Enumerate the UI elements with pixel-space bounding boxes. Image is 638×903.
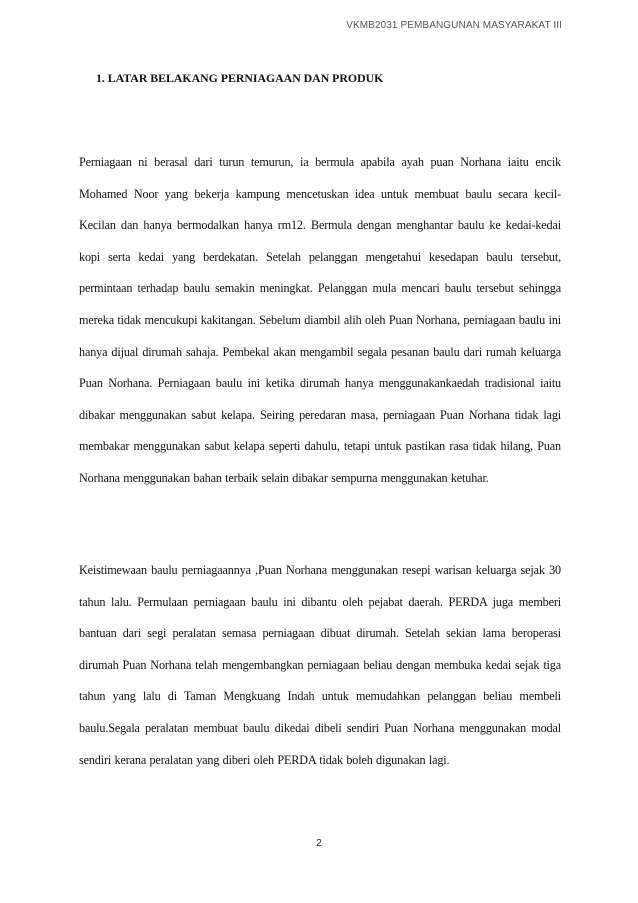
- page-number: 2: [316, 838, 322, 849]
- section-heading: 1. LATAR BELAKANG PERNIAGAAN DAN PRODUK: [96, 71, 384, 85]
- running-header: VKMB2031 PEMBANGUNAN MASYARAKAT III: [346, 20, 562, 31]
- paragraph-background: Perniagaan ni berasal dari turun temurun, ia bermula apabila ayah puan Norhana iaitu encik Mohamed Noor yang bekerja kampung mencetuskan idea untuk membuat baulu secara kecil-Kecilan dan hanya bermodalkan hanya rm12. Bermula dengan menghantar baulu ke kedai-kedai kopi serta kedai yang berdekatan. Setelah pelanggan mengetahui kesedapan baulu tersebut, permintaan terhadap baulu semakin meningkat. Pelanggan mula mencari baulu tersebut sehingga mereka tidak mencukupi kakitangan. Sebelum diambil alih oleh Puan Norhana, perniagaan baulu ini hanya dijual dirumah sahaja. Pembekal akan mengambil segala pesanan baulu dari rumah keluarga Puan Norhana. Perniagaan baulu ini ketika dirumah hanya menggunakankaedah tradisional iaitu dibakar menggunakan sabut kelapa. Seiring peredaran masa, perniagaan Puan Norhana tidak lagi membakar menggunakan sabut kelapa seperti dahulu, tetapi untuk pastikan rasa tidak hilang, Puan Norhana menggunakan bahan terbaik selain dibakar sempurna menggunakan ketuhar.: [79, 155, 561, 485]
- paragraph-specialty: Keistimewaan baulu perniagaannya ,Puan Norhana menggunakan resepi warisan keluarga sejak 30 tahun lalu. Permulaan perniagaan baulu ini dibantu oleh pejabat daerah. PERDA juga memberi bantuan dari segi peralatan semasa perniagaan dibuat dirumah. Setelah sekian lama beroperasi dirumah Puan Norhana telah mengembangkan perniagaan beliau dengan membuka kedai sejak tiga tahun yang lalu di Taman Mengkuang Indah untuk memudahkan pelanggan beliau membeli baulu.Segala peralatan membuat baulu dikedai dibeli sendiri Puan Norhana menggunakan modal sendiri kerana peralatan yang diberi oleh PERDA tidak boleh digunakan lagi.: [79, 563, 561, 767]
